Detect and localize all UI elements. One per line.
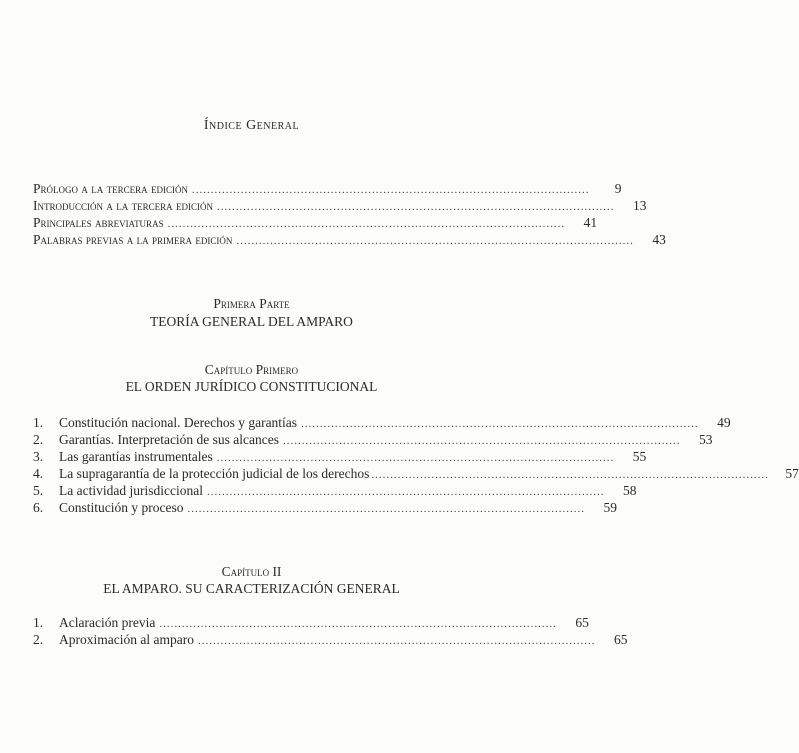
- toc-entry-page: 53: [699, 432, 713, 447]
- toc-entry-label: Constitución y proceso: [59, 500, 184, 515]
- page-title: Índice General: [203, 118, 300, 133]
- dot-leader: ..........................................................................................................: [283, 435, 681, 447]
- dot-leader: ..........................................................................................................: [216, 452, 615, 464]
- toc-entry-page: 58: [622, 483, 637, 498]
- toc-entry-number: 3.: [33, 449, 44, 464]
- toc-entry-page: 9: [614, 181, 622, 196]
- toc-entry-page: 43: [652, 232, 666, 247]
- toc-entry-page: 59: [603, 500, 617, 515]
- toc-entry-label: Palabras previas a la primera edición: [33, 232, 233, 247]
- toc-entry-page: 65: [575, 615, 589, 630]
- toc-entry-page: 55: [632, 449, 647, 464]
- toc-entry-number: 1.: [33, 415, 44, 430]
- toc-entry-label: Introducción a la tercera edición: [33, 198, 213, 213]
- toc-entry-label: Garantías. Interpretación de sus alcances: [59, 432, 280, 447]
- part-title: TEORÍA GENERAL DEL AMPARO: [150, 314, 353, 329]
- dot-leader: ..........................................................................................................: [197, 635, 596, 647]
- toc-entry-ch1-6[interactable]: [33, 499, 617, 518]
- toc-entry-label: La actividad jurisdiccional: [59, 483, 203, 498]
- chapter2-label: Capítulo II: [221, 564, 282, 579]
- toc-entry-label: Principales abreviaturas: [33, 215, 164, 230]
- toc-entry-page: 57: [785, 466, 799, 481]
- dot-leader: ..........................................................................................................: [167, 218, 566, 230]
- toc-entry-page: 41: [583, 215, 598, 230]
- toc-entry-number: 4.: [33, 466, 44, 481]
- toc-entry-page: 65: [613, 632, 628, 647]
- dot-leader: ..........................................................................................................: [236, 235, 634, 247]
- dot-leader: ..........................................................................................................: [159, 618, 557, 630]
- toc-entry-number: 2.: [33, 632, 44, 647]
- dot-leader: ..........................................................................................................: [206, 486, 605, 498]
- toc-entry-label: Prólogo a la tercera edición: [33, 181, 188, 196]
- toc-entry-palabras-previas[interactable]: [33, 231, 666, 250]
- dot-leader: ..........................................................................................................: [371, 469, 769, 481]
- dot-leader: ..........................................................................................................: [192, 184, 590, 196]
- toc-entry-label: La supragarantía de la protección judicial de los derechos: [59, 466, 370, 481]
- toc-entry-page: 49: [717, 415, 731, 430]
- dot-leader: ..........................................................................................................: [217, 201, 615, 213]
- toc-entry-label: Aproximación al amparo: [59, 632, 194, 647]
- toc-entry-page: 13: [633, 198, 647, 213]
- toc-entry-label: Las garantías instrumentales: [59, 449, 213, 464]
- toc-entry-ch2-2[interactable]: [33, 631, 628, 650]
- part-label: Primera Parte: [213, 296, 290, 311]
- toc-entry-number: 2.: [33, 432, 44, 447]
- toc-entry-number: 5.: [33, 483, 44, 498]
- toc-entry-number: 6.: [33, 500, 44, 515]
- chapter2-title: EL AMPARO. SU CARACTERIZACIÓN GENERAL: [103, 581, 400, 596]
- toc-entry-label: Aclaración previa: [59, 615, 156, 630]
- chapter1-title: EL ORDEN JURÍDICO CONSTITUCIONAL: [125, 379, 378, 394]
- chapter1-label: Capítulo Primero: [204, 362, 299, 377]
- toc-entry-number: 1.: [33, 615, 44, 630]
- toc-entry-label: Constitución nacional. Derechos y garantías: [59, 415, 298, 430]
- dot-leader: ..........................................................................................................: [301, 418, 699, 430]
- dot-leader: ..........................................................................................................: [187, 503, 585, 515]
